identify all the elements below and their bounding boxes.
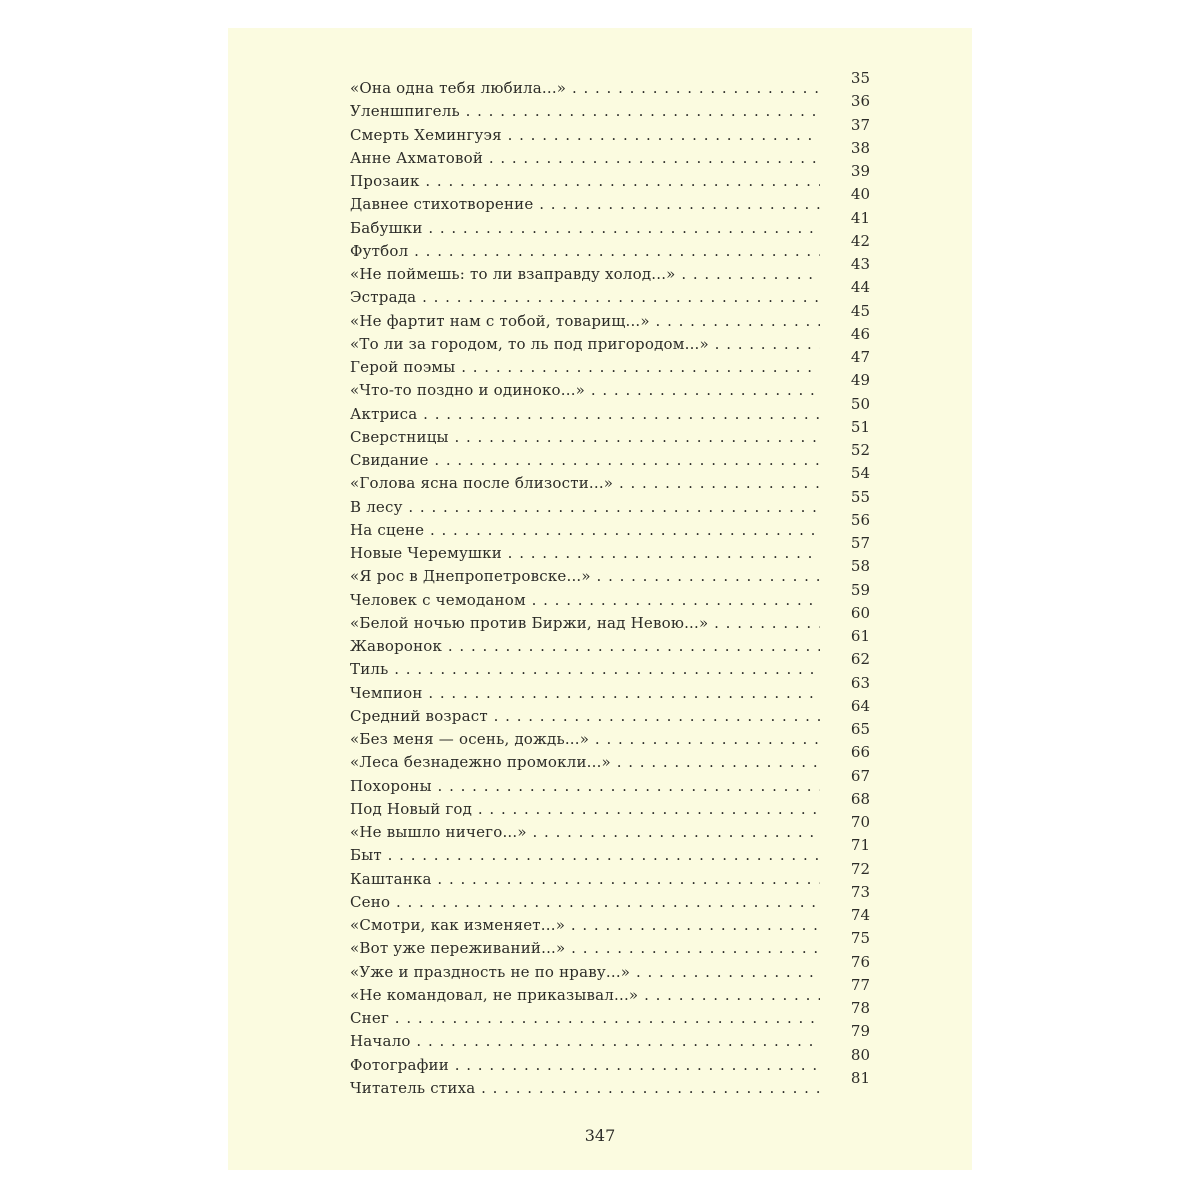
toc-entry-title: Начало . . xyxy=(350,1032,820,1050)
toc-entry-title: «Вот уже переживаний...» . . xyxy=(350,939,820,957)
toc-entry xyxy=(350,859,870,888)
toc-entry-page: 76 xyxy=(850,952,870,971)
toc-entry-page: 36 xyxy=(850,92,870,111)
toc-entry xyxy=(350,1068,870,1097)
toc-entry-title: Футбол . . xyxy=(350,242,820,260)
toc-entry xyxy=(350,882,870,911)
toc-entry-page: 70 xyxy=(850,813,870,831)
toc-entry-title: Бабушки . . xyxy=(350,219,820,237)
toc-entry-title: Сено . . xyxy=(350,893,820,911)
toc-entry-title: Средний возраст . . xyxy=(350,707,820,725)
toc-entry xyxy=(350,603,870,632)
toc-entry-title: Похороны . . xyxy=(350,777,820,795)
toc-entry-title: Снег . . xyxy=(350,1009,820,1027)
toc-entry xyxy=(350,557,870,586)
toc-entry-page: 66 xyxy=(850,743,870,762)
toc-entry-page: 56 xyxy=(850,510,870,529)
toc-entry-title: «Не командовал, не приказывал...» . . xyxy=(350,986,820,1004)
toc-entry xyxy=(350,789,870,818)
toc-entry-title: Сверстницы . . xyxy=(350,428,820,446)
toc-entry xyxy=(350,534,870,562)
toc-entry-page: 51 xyxy=(850,417,870,436)
toc-entry xyxy=(350,836,870,865)
toc-entry xyxy=(350,394,870,423)
toc-entry-title: «Я рос в Днепропетровске...» . . xyxy=(350,567,820,585)
toc-entry-title: «Не поймешь: то ли взаправду холод...» . . xyxy=(350,265,820,283)
toc-entry-page: 35 xyxy=(850,69,870,87)
toc-entry-page: 39 xyxy=(850,162,870,180)
toc-entry xyxy=(350,487,870,516)
toc-entry xyxy=(350,696,870,725)
toc-entry-title: В лесу . . xyxy=(350,498,820,516)
toc-entry xyxy=(350,975,870,1004)
toc-entry xyxy=(350,510,870,539)
toc-entry xyxy=(350,162,870,190)
toc-entry xyxy=(350,115,870,144)
page-number: 347 xyxy=(584,1126,616,1145)
toc-entry-page: 52 xyxy=(850,441,870,459)
toc-entry xyxy=(350,92,870,121)
toc-entry-page: 43 xyxy=(850,255,870,273)
toc-entry-page: 38 xyxy=(850,138,870,157)
toc-entry-page: 40 xyxy=(850,185,870,204)
table-of-contents xyxy=(350,69,870,1097)
toc-entry xyxy=(350,580,870,609)
toc-entry-page: 54 xyxy=(850,464,870,483)
toc-entry xyxy=(350,371,870,400)
toc-entry-page: 78 xyxy=(850,999,870,1017)
toc-entry xyxy=(350,1022,870,1051)
toc-entry-page: 67 xyxy=(850,766,870,785)
toc-entry-title: Герой поэмы . . xyxy=(350,358,820,376)
toc-entry-page: 41 xyxy=(850,208,870,227)
toc-entry-title: Анне Ахматовой . . xyxy=(350,149,820,167)
toc-entry xyxy=(350,324,870,353)
toc-entry-page: 61 xyxy=(850,627,870,645)
toc-entry-title: «Голова ясна после близости...» . . xyxy=(350,474,820,492)
toc-entry xyxy=(350,278,870,307)
toc-entry-title: Свидание . . xyxy=(350,451,820,469)
toc-entry-title: «Что-то поздно и одиноко...» . . xyxy=(350,381,820,399)
toc-entry-title: Актриса . . xyxy=(350,405,820,423)
toc-entry-title: На сцене . . xyxy=(350,521,820,539)
toc-entry xyxy=(350,627,870,655)
toc-entry-page: 60 xyxy=(850,603,870,622)
toc-entry xyxy=(350,255,870,283)
toc-entry-title: Быт . . xyxy=(350,846,820,864)
toc-entry-title: Каштанка . . xyxy=(350,870,820,888)
toc-entry-page: 44 xyxy=(850,278,870,297)
toc-entry-page: 65 xyxy=(850,720,870,738)
toc-entry-page: 59 xyxy=(850,580,870,599)
toc-entry-page: 62 xyxy=(850,650,870,669)
toc-entry-title: «Уже и праздность не по нраву...» . . xyxy=(350,963,820,981)
toc-entry xyxy=(350,301,870,330)
toc-entry-page: 79 xyxy=(850,1022,870,1041)
toc-entry-page: 74 xyxy=(850,906,870,924)
toc-entry-title: Жаворонок . . xyxy=(350,637,820,655)
toc-entry xyxy=(350,952,870,981)
toc-entry-title: Читатель стиха . . xyxy=(350,1079,820,1097)
toc-entry-page: 72 xyxy=(850,859,870,878)
toc-entry-title: Уленшпигель . . xyxy=(350,102,820,120)
toc-entry-page: 46 xyxy=(850,324,870,343)
toc-entry-page: 42 xyxy=(850,231,870,250)
toc-entry xyxy=(350,1045,870,1074)
toc-entry-title: «Она одна тебя любила...» . . xyxy=(350,79,820,97)
toc-entry xyxy=(350,441,870,469)
toc-entry xyxy=(350,650,870,679)
toc-entry-title: Чемпион . . xyxy=(350,684,820,702)
toc-entry-title: Смерть Хемингуэя . . xyxy=(350,126,820,144)
toc-entry xyxy=(350,999,870,1027)
toc-entry xyxy=(350,185,870,214)
toc-entry-title: Человек с чемоданом . . xyxy=(350,591,820,609)
toc-entry-title: Фотографии . . xyxy=(350,1056,820,1074)
book-page xyxy=(228,28,972,1170)
toc-entry-page: 75 xyxy=(850,929,870,948)
toc-entry xyxy=(350,464,870,493)
toc-entry-page: 47 xyxy=(850,348,870,366)
toc-entry-page: 64 xyxy=(850,696,870,715)
toc-entry-title: «То ли за городом, то ль под пригородом...» . . xyxy=(350,335,820,353)
toc-entry-page: 37 xyxy=(850,115,870,134)
toc-entry xyxy=(350,208,870,237)
toc-entry-page: 71 xyxy=(850,836,870,855)
toc-entry xyxy=(350,743,870,772)
toc-entry-title: «Не вышло ничего...» . . xyxy=(350,823,820,841)
toc-entry-title: «Не фартит нам с тобой, товарищ...» . . xyxy=(350,312,820,330)
toc-entry-page: 57 xyxy=(850,534,870,552)
toc-entry-title: Эстрада . . xyxy=(350,288,820,306)
toc-entry xyxy=(350,69,870,97)
toc-entry-title: Новые Черемушки . . xyxy=(350,544,820,562)
toc-entry-title: Прозаик . . xyxy=(350,172,820,190)
toc-entry-page: 63 xyxy=(850,673,870,692)
toc-entry-page: 81 xyxy=(850,1068,870,1087)
toc-entry-title: Под Новый год . . xyxy=(350,800,820,818)
toc-entry xyxy=(350,813,870,841)
toc-entry xyxy=(350,138,870,167)
toc-entry xyxy=(350,906,870,934)
toc-entry-title: «Белой ночью против Биржи, над Невою...» . . xyxy=(350,614,820,632)
toc-entry xyxy=(350,766,870,795)
toc-entry-page: 68 xyxy=(850,789,870,808)
toc-entry-page: 73 xyxy=(850,882,870,901)
toc-entry xyxy=(350,348,870,376)
toc-entry xyxy=(350,929,870,958)
toc-entry-page: 58 xyxy=(850,557,870,576)
toc-entry-page: 77 xyxy=(850,975,870,994)
toc-entry-title: Тиль . . xyxy=(350,660,820,678)
toc-entry-page: 45 xyxy=(850,301,870,320)
toc-entry xyxy=(350,231,870,260)
toc-entry-title: «Смотри, как изменяет...» . . xyxy=(350,916,820,934)
toc-entry-title: «Без меня — осень, дождь...» . . xyxy=(350,730,820,748)
toc-entry-title: Давнее стихотворение . . xyxy=(350,195,820,213)
toc-entry-title: «Леса безнадежно промокли...» . . xyxy=(350,753,820,771)
toc-entry-page: 49 xyxy=(850,371,870,390)
toc-entry xyxy=(350,417,870,446)
toc-entry xyxy=(350,673,870,702)
toc-entry xyxy=(350,720,870,748)
toc-entry-page: 50 xyxy=(850,394,870,413)
toc-entry-page: 80 xyxy=(850,1045,870,1064)
toc-entry-page: 55 xyxy=(850,487,870,506)
